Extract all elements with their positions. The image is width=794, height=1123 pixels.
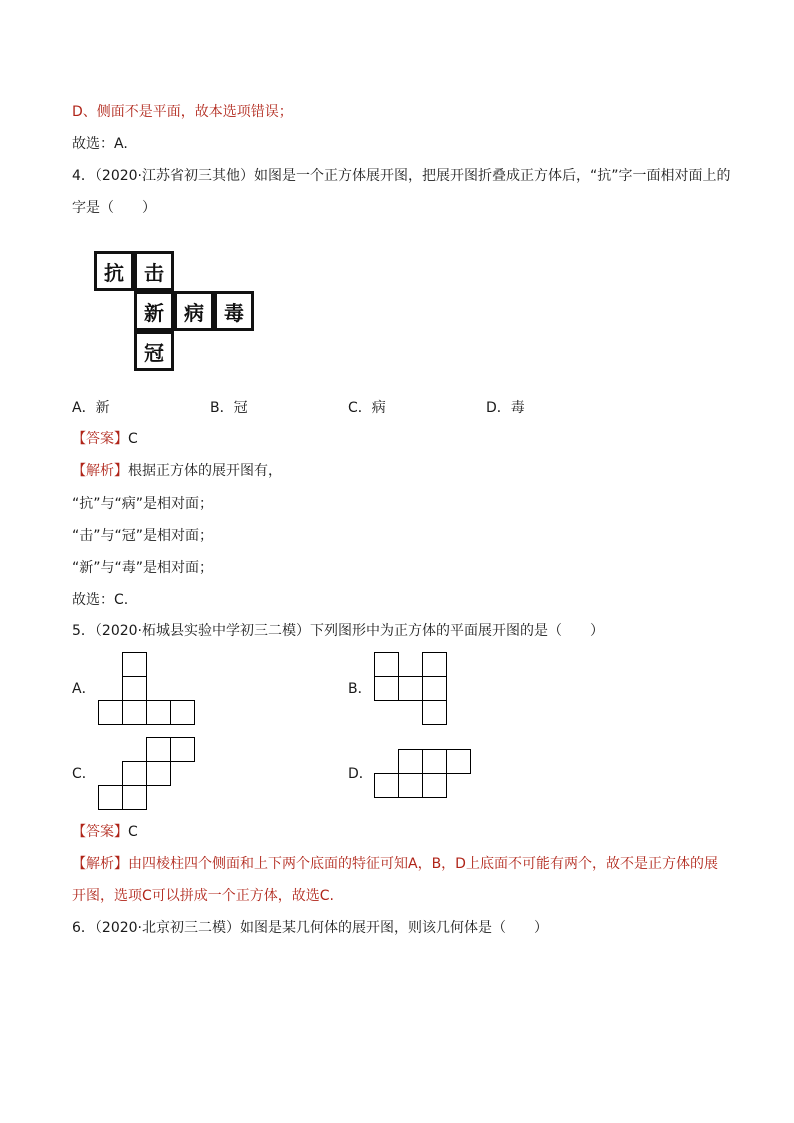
q4-analysis-line4: “新”与“毒”是相对面； (72, 560, 214, 576)
q4-answer-label: 【答案】 (72, 431, 128, 447)
net-square (146, 761, 171, 786)
q5-analysis-line2: 开图，选项C可以拼成一个正方体，故选C. (72, 888, 334, 904)
q4-answer-value: C (128, 431, 138, 447)
q4-answer (72, 429, 138, 449)
net-square (146, 700, 171, 725)
prev-conclusion: 故选：A. (72, 136, 128, 152)
q5-analysis (72, 854, 718, 874)
q4-analysis (72, 461, 282, 481)
net-square (422, 773, 447, 798)
net-cell-kang: 抗 (94, 251, 134, 291)
net-square (398, 773, 423, 798)
net-square (422, 700, 447, 725)
q5-option-d-label: D． (348, 766, 373, 782)
net-cell-ji: 击 (134, 251, 174, 291)
net-square (98, 700, 123, 725)
q4-option-d: D．毒 (486, 400, 525, 416)
q5-option-c-label: C． (72, 766, 96, 782)
net-cell-guan: 冠 (134, 331, 174, 371)
q5-analysis-label: 【解析】 (72, 856, 128, 872)
q4-option-c: C．病 (348, 400, 386, 416)
q4-stem-line2: 字是（ ） (72, 200, 156, 216)
net-square (374, 652, 399, 677)
q5-option-a-label: A． (72, 681, 96, 697)
net-square (122, 785, 147, 810)
net-square (122, 652, 147, 677)
q5-analysis-line1: 由四棱柱四个侧面和上下两个底面的特征可知A，B，D上底面不可能有两个，故不是正方体的展 (128, 856, 718, 872)
q4-analysis-label: 【解析】 (72, 463, 128, 479)
q4-analysis-line5: 故选：C. (72, 592, 129, 608)
q4-analysis-line3: “击”与“冠”是相对面； (72, 528, 214, 544)
q5-answer-value: C (128, 824, 138, 840)
q4-stem-line1: 4．（2020·江苏省初三其他）如图是一个正方体展开图，把展开图折叠成正方体后，“抗”字一面相对面上的 (72, 168, 731, 184)
net-cell-bing: 病 (174, 291, 214, 331)
net-square (422, 676, 447, 701)
net-square (146, 737, 171, 762)
net-square (374, 773, 399, 798)
q4-option-a: A．新 (72, 400, 110, 416)
net-square (398, 676, 423, 701)
q4-analysis-line2: “抗”与“病”是相对面； (72, 496, 214, 512)
q5-stem: 5．（2020·柘城县实验中学初三二模）下列图形中为正方体的平面展开图的是（ ） (72, 623, 604, 639)
q6-stem: 6．（2020·北京初三二模）如图是某几何体的展开图，则该几何体是（ ） (72, 920, 548, 936)
net-square (422, 652, 447, 677)
net-square (98, 785, 123, 810)
net-square (170, 700, 195, 725)
prev-d-option: D、侧面不是平面，故本选项错误； (72, 104, 293, 120)
q4-analysis-line1: 根据正方体的展开图有， (128, 463, 282, 479)
q4-option-b: B．冠 (210, 400, 248, 416)
q5-answer-label: 【答案】 (72, 824, 128, 840)
net-cell-du: 毒 (214, 291, 254, 331)
net-square (170, 737, 195, 762)
net-square (398, 749, 423, 774)
net-square (446, 749, 471, 774)
net-square (374, 676, 399, 701)
net-square (422, 749, 447, 774)
net-square (122, 700, 147, 725)
net-square (122, 761, 147, 786)
net-square (122, 676, 147, 701)
q5-option-b-label: B． (348, 681, 372, 697)
q5-answer (72, 822, 138, 842)
net-cell-xin: 新 (134, 291, 174, 331)
